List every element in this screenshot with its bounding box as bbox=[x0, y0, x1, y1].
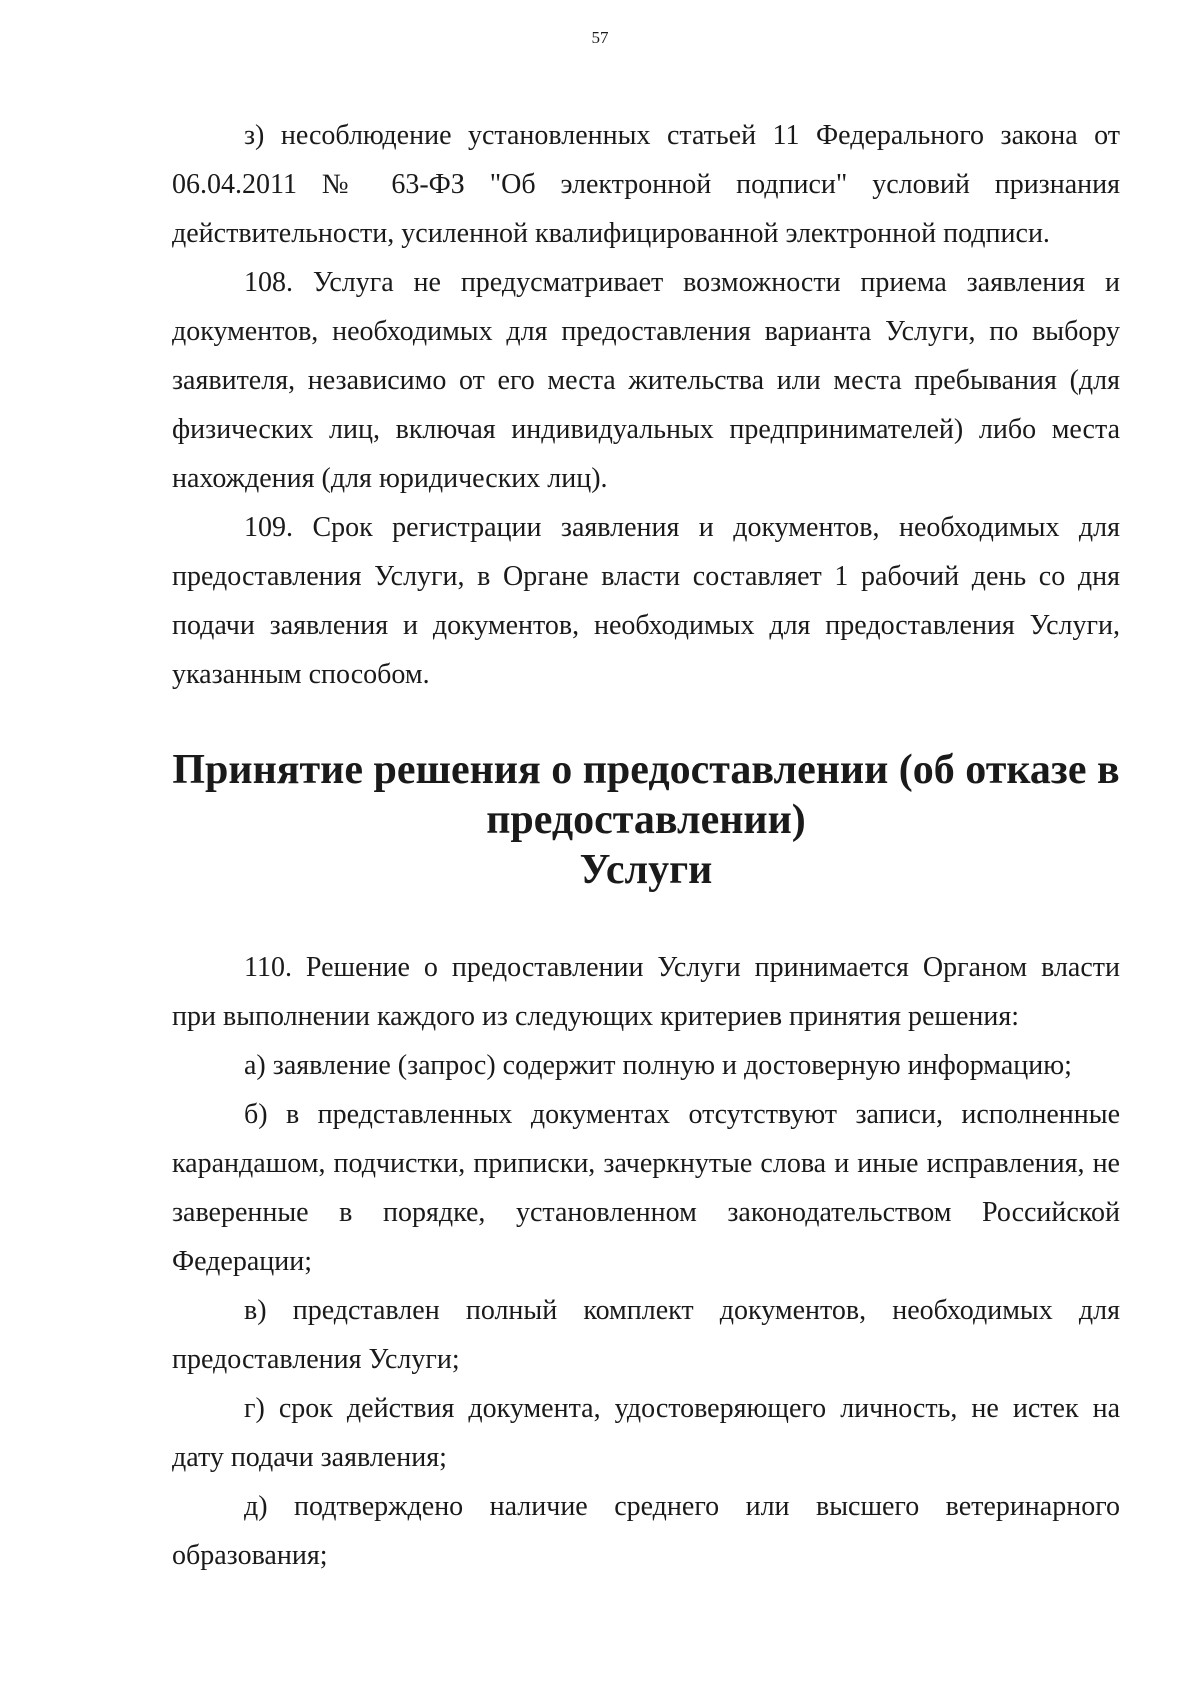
paragraph-110: 110. Решение о предоставлении Услуги принимается Органом власти при выполнении каждого из следующих критериев принятия решения: bbox=[172, 952, 1120, 1032]
list-item-d: д) подтверждено наличие среднего или высшего ветеринарного образования; bbox=[172, 1491, 1120, 1571]
section-heading bbox=[172, 745, 1120, 895]
section-heading-line-2: Услуги bbox=[579, 847, 713, 893]
list-item-b: б) в представленных документах отсутствуют записи, исполненные карандашом, подчистки, приписки, зачеркнутые слова и иные исправления, не заверенные в порядке, установленном законодательством Российской Федерации; bbox=[172, 1099, 1120, 1277]
section-heading-line-1: Принятие решения о предоставлении (об отказе в предоставлении) bbox=[172, 747, 1120, 843]
document-body bbox=[172, 111, 1120, 1580]
paragraph-z: з) несоблюдение установленных статьей 11 Федерального закона от 06.04.2011 № 63-ФЗ "Об электронной подписи" условий признания действительности, усиленной квалифицированной электронной подписи. bbox=[172, 120, 1120, 249]
page-number: 57 bbox=[591, 28, 609, 47]
paragraph-109: 109. Срок регистрации заявления и документов, необходимых для предоставления Услуги, в Органе власти составляет 1 рабочий день со дня подачи заявления и документов, необходимых для предоставления Услуги, указанным способом. bbox=[172, 512, 1120, 690]
list-item-v: в) представлен полный комплект документов, необходимых для предоставления Услуги; bbox=[172, 1295, 1120, 1375]
list-item-g: г) срок действия документа, удостоверяющего личность, не истек на дату подачи заявления; bbox=[172, 1393, 1120, 1473]
paragraph-108: 108. Услуга не предусматривает возможности приема заявления и документов, необходимых для предоставления варианта Услуги, по выбору заявителя, независимо от его места жительства или места пребывания (для физических лиц, включая индивидуальных предпринимателей) либо места нахождения (для юридических лиц). bbox=[172, 267, 1120, 494]
list-item-a: а) заявление (запрос) содержит полную и достоверную информацию; bbox=[244, 1050, 1072, 1081]
